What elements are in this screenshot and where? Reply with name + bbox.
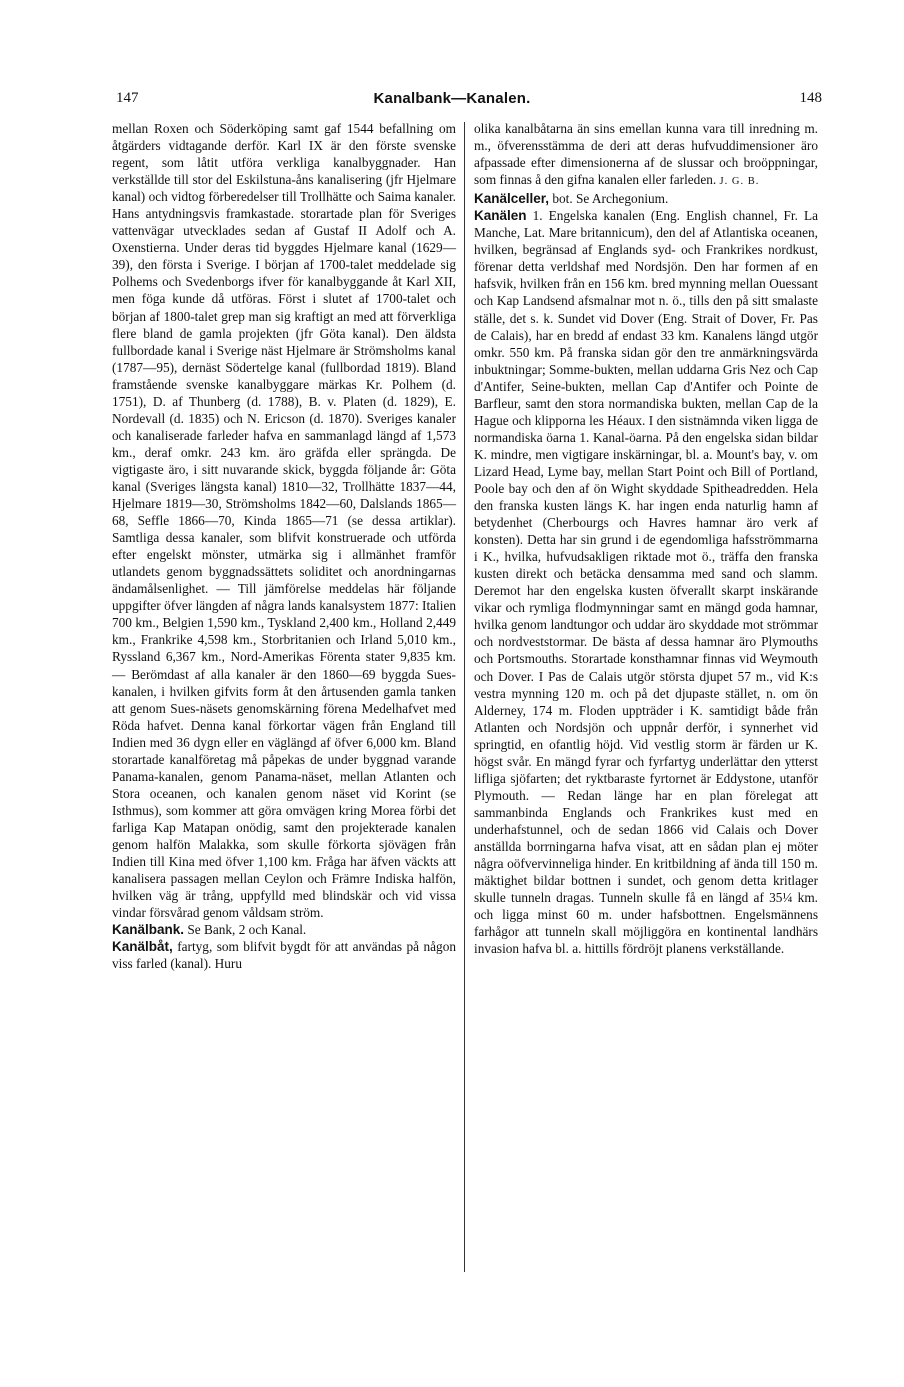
entry-kanalen-text: 1. Engelska kanalen (Eng. English channel, Fr. La Manche, Lat. Mare britannicum), den del af Atlantiska oceanen, hvilken, begränsad af Englands syd- och Frankrikes nordkust, förenar detta verldshaf med Nordsjön. Den har formen af en hafsvik, hvilken från en 156 km. bred mynning mellan Ouessant och Kap Landsend afsmalnar mot n. ö., tills den på sitt smalaste ställe, det s. k. Sundet vid Dover (Eng. Strait of Dover, Fr. Pas de Calais), har en bredd af endast 33 km. Kanalens längd utgör omkr. 550 km. På franska sidan gör den tre anmärkningsvärda inbuktningar; Somme-bukten, mellan uddarna Gris Nez och Cap d'Antifer, Seine-bukten, mellan Cap d'Antifer och Pointe de Barfleur, samt den stora normandiska bukten, mellan Cap de la Hague och klipporna les Héaux. I den sistnämnda viken ligga de normandiska öarna 1. Kanal-öarna. På den engelska sidan bildar K. mindre, men vigtigare inskärningar, bl. a. Mount's bay, v. om Lizard Head, Lyme bay, mellan Start Point och Bill of Portland, Poole bay och den af ön Wight skyddade Spitheadredden. Hela den franska kusten längs K. har ingen enda naturlig hamn af betydenhet (Cherbourgs och Havres hamnar äro verk af konsten). Detta har sin grund i de egendomliga hafsströmmarna i K., hvilka, hufvudsakligen riktade mot ö., träffa den franska kusten direkt och betäcka densamma med sand och slamm. Deremot har den engelska kusten öfverallt skarpt inskärande vikar och rymliga flodmynningar samt en mängd goda hamnar, hvilka genom landtungor och uddar äro skyddade mot strömmar och nordveststormar. De bästa af dessa hamnar äro Plymouths och Portsmouths. Storartade konsthamnar finnas vid Weymouth och Dover. I Pas de Calais utgör största djupet 57 m., vid K:s vestra mynning 120 m. och på det djupaste stället, n. om ön Alderney, 174 m. Floden uppträder i K. samtidigt både från Atlanten och Nordsjön och uppnår derför, i synnerhet vid springtid, en ofantlig höjd. Vid vestlig storm är färden ur K. högst svår. En mängd fyrar och fyrfartyg underlättar den ytterst lifliga sjöfarten; det ryktbaraste fyrtornet är Eddystone, utanför Plymouth. — Redan länge har en plan förelegat att sammanbinda Englands och Frankrikes kust med en underhafstunnel, och de sedan 1866 vid Calais och Dover anställda borrningarna hafva visat, att en sådan plan ej möter några oöfvervinneliga hinder. En kritbildning af ända till 150 m. mäktighet bildar bottnen i sundet, och genom detta kritlager skulle tunneln dragas. Tunneln skulle få en längd af 35¼ km. och ligga minst 60 m. under hafsbottnen. Engelsmännens farhågor att tunneln skall möjliggöra en kontinental landhärs invasion hafva bl. a. hittills fördröjt planens verkställande. [474, 208, 818, 957]
page-number-right: 148 [799, 90, 822, 106]
left-column [112, 120, 456, 972]
running-title: Kanalbank—Kanalen. [373, 90, 531, 107]
entry-kanalbat [112, 938, 456, 972]
kanalbat-continuation-text: olika kanalbåtarna än sins emellan kunna vara till inredning m. m., öfverensstämma de deri att deras hufvuddimensioner äro afpassade efter dimensionerna af de slussar och broöppningar, som finnas å den gifna kanalen eller farleden. [474, 121, 818, 188]
kanal-article-continuation: mellan Roxen och Söderköping samt gaf 1544 befallning om åtgärders vidtagande derför. Karl IX är den förste svenske regent, som låtit utföra verkliga kanalbyggnader. Han verkställde till stor del Eskilstuna-åns kanalisering (jfr Hjelmare kanal) och vidtog förberedelser till Trollhätte och Saima kanaler. Hans antydningsvis framkastade. storartade plan för Sveriges vattenvägar utvecklades sedan af Gustaf II Adolf och A. Oxenstierna. Under deras tid byggdes Hjelmare kanal (1629—39), den första i Sverige. I början af 1700-talet meddelade sig Polhems och Svedenborgs ifver för kanalbyggande åt Karl XII, men föga kunde då utföras. Först i slutet af 1700-talet och början af 1800-talet grep man sig kraftigt an med att förverkliga flere bland de gamla projekten (jfr Göta kanal). Den äldsta fullbordade kanal i Sverige näst Hjelmare är Strömsholms kanal (1787—95), dernäst Södertelge kanal (fullbordad 1819). Bland framstående svenske kanalbyggare märkas Kr. Polhem (d. 1751), D. af Thunberg (d. 1788), B. v. Platen (d. 1829), E. Nordevall (d. 1835) och N. Ericson (d. 1870). Sveriges kanaler och kanaliserade farleder hafva en sammanlagd längd af 1,573 km., deraf omkr. 243 km. äro gräfda eller sprängda. De vigtigaste äro, i sitt nuvarande skick, byggda följande år: Göta kanal (Sveriges längsta kanal) 1810—32, Trollhätte 1837—44, Hjelmare 1819—30, Strömsholms 1842—60, Dalslands 1865—68, Seffle 1866—70, Kinda 1865—71 (se dessa artiklar). Samtliga dessa kanaler, som blifvit konstruerade och utförda efter engelskt mönster, utmärka sig i allmänhet framför utlandets genom byggnadssättets soliditet och anordningarnas ändamålsenlighet. — Till jämförelse meddelas här följande uppgifter öfver längden af några lands kanalsystem 1877: Italien 700 km., Belgien 1,590 km., Tyskland 2,400 km., Holland 2,449 km., Frankrike 4,598 km., Storbritanien och Irland 5,010 km., Ryssland 6,367 km., Nord-Amerikas Förenta stater 9,835 km. — Berömdast af alla kanaler är den 1860—69 byggda Sues-kanalen, i hvilken gifvits form åt den årtusenden gamla tanken att genom Sues-näsets genomskärning förena Medelhafvet med Röda hafvet. Denna kanal förkortar vägen från England till Indien med 36 dygn eller en väglängd af öfver 6,000 km. Bland storartade kanalföretag må påpekas de under byggnad varande Panama-kanalen, genom Panama-näset, mellan Atlanten och Stora oceanen, och kanalen genom näset vid Korint (se Isthmus), som kommer att göra omvägen kring Morea förbi det farliga Kap Matapan onödig, samt den projekterade kanalen genom halfön Malakka, som skulle förkorta sjövägen från Indien till Kina med öfver 1,100 km. Fråga har äfven väckts att kanalisera passagen mellan Ceylon och Främre Indiska halfön, hvilken väg är trång, uppfylld med blindskär och vid vissa vindar försvårad genom våldsam ström. [112, 121, 456, 921]
author-signature: J. G. B. [719, 176, 760, 188]
entry-kanalceller-text: bot. Se Archegonium. [549, 191, 669, 207]
entry-kanalen [474, 207, 818, 957]
right-column [474, 120, 818, 957]
column-divider [464, 122, 465, 1272]
headword-kanalbat: Kanälbåt, [112, 939, 173, 955]
entry-kanalbank-text: Se Bank, 2 och Kanal. [184, 922, 307, 938]
headword-kanalen: Kanälen [474, 208, 527, 224]
entry-kanalbank [112, 921, 456, 938]
entry-kanalbat-text: fartyg, som blifvit bygdt för att användas på någon viss farled (kanal). Huru [112, 939, 456, 972]
page-number-left: 147 [116, 90, 139, 106]
entry-kanalceller [474, 190, 818, 207]
headword-kanalbank: Kanälbank. [112, 922, 185, 938]
kanalbat-continuation [474, 120, 818, 190]
headword-kanalceller: Kanälceller, [474, 191, 550, 207]
